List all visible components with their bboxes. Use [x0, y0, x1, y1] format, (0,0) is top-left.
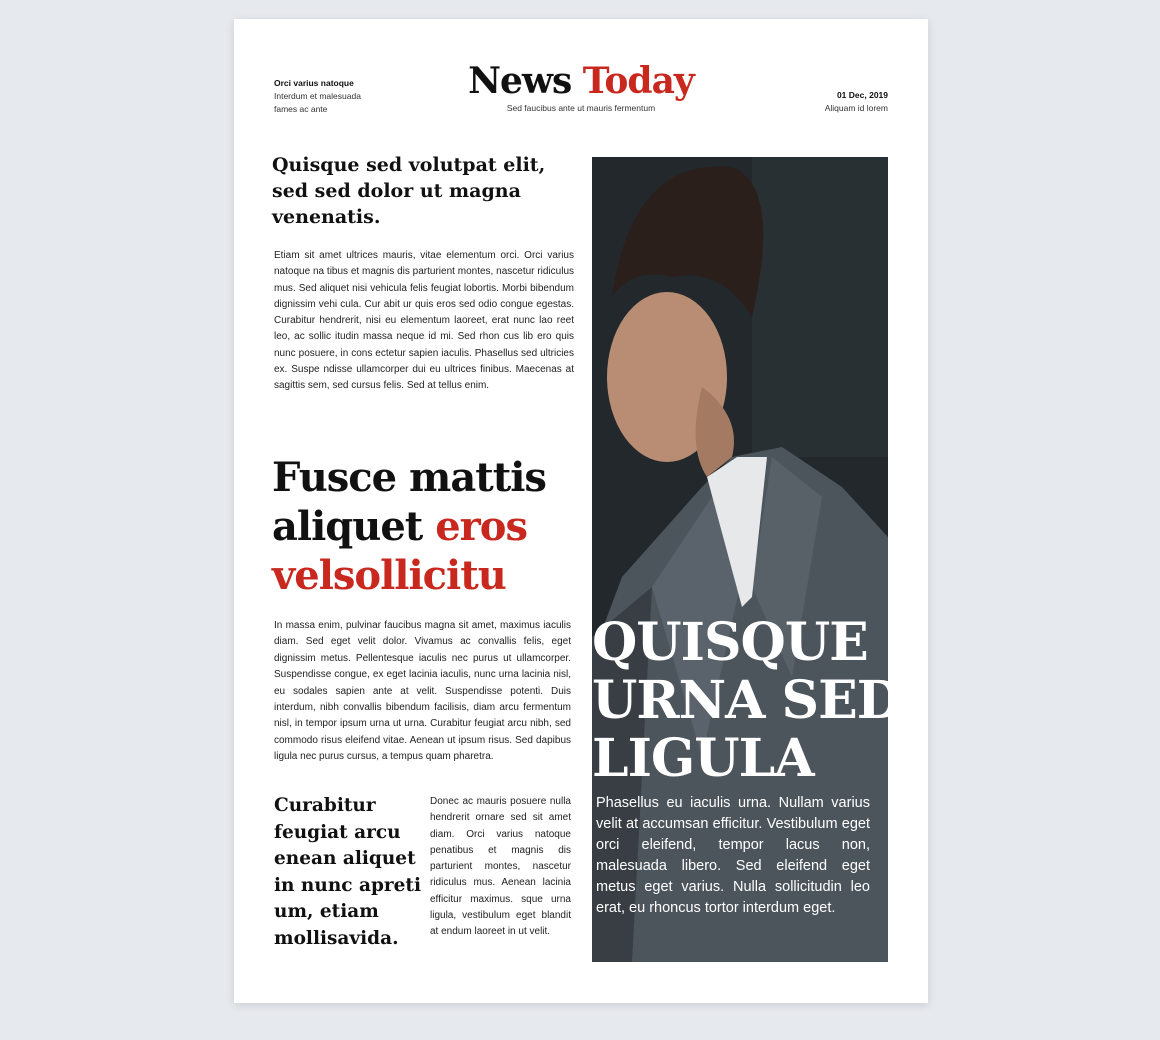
header-left-line3: fames ac ante [274, 104, 328, 114]
article3-headline: Curabitur feugiat arcu enean aliquet in nunc apreti um, etiam mollisavida. [274, 795, 421, 949]
feature-title-line3: LIGULA [592, 728, 814, 789]
newspaper-page [234, 19, 928, 1003]
feature-title-line2: URNA SED [592, 670, 901, 731]
title-part-news: News [468, 60, 572, 102]
article2-headline-black: Fusce mattis aliquet [272, 454, 546, 550]
feature-title [592, 614, 912, 788]
feature-body: Phasellus eu iaculis urna. Nullam varius velit at accumsan efficitur. Vestibulum eget orci eleifend, tempor lacus non, malesuada libero. Sed eleifend eget metus eget varius. Nulla sollicitudin leo erat, eu rhoncus tortor interdum eget. [596, 795, 870, 916]
article2-headline-red-1: eros [435, 503, 527, 550]
article1-headline: Quisque sed volutpat elit, sed sed dolor ut magna venenatis. [272, 154, 546, 228]
feature-title-line1: QUISQUE [592, 612, 868, 673]
header-right-info [825, 89, 888, 115]
header-left-line1: Orci varius natoque [274, 78, 354, 88]
header-left-line2: Interdum et malesuada [274, 91, 361, 101]
masthead-subtitle: Sed faucibus ante ut mauris fermentum [506, 103, 656, 113]
article2-headline [272, 453, 592, 600]
header-right-line2: Aliquam id lorem [824, 103, 888, 113]
article2-body: In massa enim, pulvinar faucibus magna sit amet, maximus iaculis diam. Sed eget velit dolor. Vivamus ac convallis felis, eget dignissim metus. Pellentesque iaculis nec purus ut ullamcorper. Suspendisse congue, ex eget lacinia iaculis, nunc urna lacinia nisl, eu sodales sapien ante at velit. Suspendisse potenti. Duis interdum, nibh convallis bibendum facilisis, diam arcu fermentum nisl, in tempor ipsum urna ut urna. Curabitur feugiat arcu nibh, sed commodo risus eleifend vitae. Aenean ut ipsum risus. Sed dapibus ligula nec purus cursus, a tempus quam pharetra. [274, 620, 571, 763]
title-part-today: Today [582, 60, 694, 102]
article1-body: Etiam sit amet ultrices mauris, vitae elementum orci. Orci varius natoque na tibus et magnis dis parturient montes, nascetur ridiculus mus. Sed aliquet nisi vehicula felis feugiat lobortis. Morbi bibendum dignissim vehi cula. Cur abit ur quis eros sed odio congue egestas. Curabitur hendrerit, nisi eu elementum laoreet, erat nunc lao reet leo, ac sollic itudin massa neque id mi. Sed rhon cus lib ero quis nunc posuere, in cons ectetur sapien iaculis. Phasellus sed ultricies ex. Suspe ndisse ullamcorper dui eu ultrices finibus. Maecenas at sagittis sem, sed cursus felis. Sed at tellus enim. [274, 250, 574, 392]
article3-body: Donec ac mauris posuere nulla hendrerit ornare sed sit amet diam. Orci varius natoque penatibus et magnis dis parturient montes, nascetur ridiculus mus. Aenean lacinia efficitur maximus. sque urna ligula, vestibulum eget blandit at endum laoreet in ut velit. [430, 796, 571, 938]
issue-date: 01 Dec, 2019 [836, 90, 888, 100]
article2-headline-red-2: velsollicitu [272, 552, 506, 599]
